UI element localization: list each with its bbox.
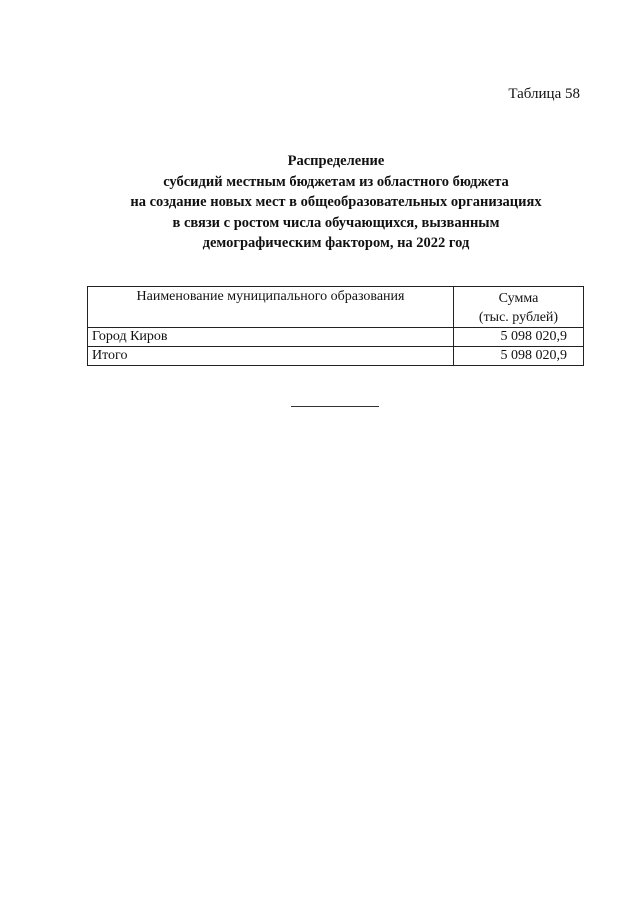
header-municipality-name: Наименование муниципального образования — [88, 287, 454, 328]
header-sum-label: Сумма — [498, 291, 539, 306]
row-total-value: 5 098 020,9 — [454, 347, 584, 366]
title-line: субсидий местным бюджетам из областного бюджета — [163, 173, 509, 190]
table-number: Таблица 58 — [508, 86, 580, 102]
row-sum-value: 5 098 020,9 — [454, 328, 584, 347]
title-line: в связи с ростом числа обучающихся, вызванным — [172, 214, 500, 231]
title-line: на создание новых мест в общеобразовательных организациях — [130, 194, 542, 210]
title-line: Распределение — [287, 153, 385, 169]
header-sum — [454, 287, 584, 328]
header-sum-unit: (тыс. рублей) — [478, 310, 559, 325]
table-header-row — [88, 287, 584, 328]
end-separator-line — [291, 406, 379, 407]
row-municipality-name: Город Киров — [88, 328, 454, 347]
distribution-table — [87, 286, 584, 366]
table-row-total — [88, 347, 584, 366]
document-title — [60, 151, 612, 254]
row-total-label: Итого — [88, 347, 454, 366]
table-row — [88, 328, 584, 347]
title-line: демографическим фактором, на 2022 год — [202, 235, 470, 251]
